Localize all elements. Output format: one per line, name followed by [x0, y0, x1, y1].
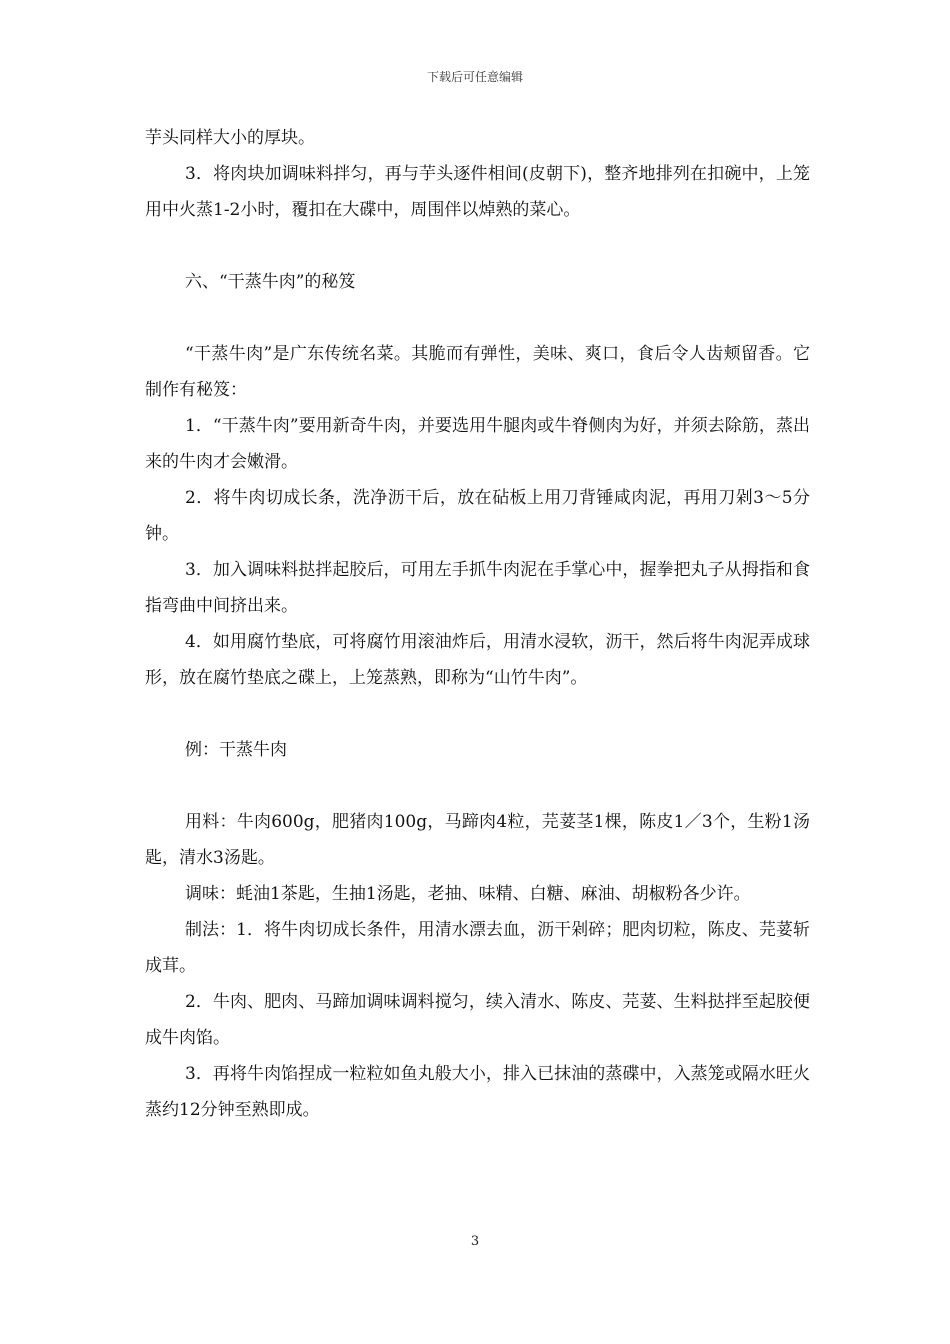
- paragraph-ingredients: 用料：牛肉600g，肥猪肉100g，马蹄肉4粒，芫荽茎1棵，陈皮1／3个，生粉1汤匙，清水3汤匙。: [145, 812, 810, 868]
- paragraph-seasoning: 调味：蚝油1茶匙，生抽1汤匙，老抽、味精、白糖、麻油、胡椒粉各少许。: [185, 884, 751, 904]
- page-header: 下载后可任意编辑: [426, 70, 523, 84]
- page-number: 3: [470, 1234, 480, 1249]
- paragraph-step-3: 3．将肉块加调味料拌匀，再与芋头逐件相间(皮朝下)，整齐地排列在扣碗中，上笼用中火蒸1-2小时，覆扣在大碟中，周围伴以焯熟的菜心。: [145, 164, 810, 220]
- paragraph-tip-2: 2．将牛肉切成长条，洗净沥干后，放在砧板上用刀背锤咸肉泥，再用刀剁3～5分钟。: [145, 488, 810, 544]
- paragraph-tip-1: 1．“干蒸牛肉”要用新奇牛肉，并要选用牛腿肉或牛脊侧肉为好，并须去除筋，蒸出来的牛肉才会嫩滑。: [145, 416, 810, 472]
- paragraph-continuation: 芋头同样大小的厚块。: [145, 128, 315, 148]
- section-heading: 六、“干蒸牛肉”的秘笈: [185, 272, 356, 292]
- paragraph-intro: “干蒸牛肉”是广东传统名菜。其脆而有弹性，美味、爽口，食后令人齿颊留香。它制作有秘笈：: [145, 344, 810, 400]
- paragraph-tip-3: 3．加入调味料挞拌起胶后，可用左手抓牛肉泥在手掌心中，握拳把丸子从拇指和食指弯曲中间挤出来。: [145, 560, 810, 616]
- paragraph-method-3: 3．再将牛肉馅捏成一粒粒如鱼丸般大小，排入已抹油的蒸碟中，入蒸笼或隔水旺火蒸约12分钟至熟即成。: [145, 1064, 810, 1120]
- example-heading: 例：干蒸牛肉: [185, 740, 287, 760]
- paragraph-tip-4: 4．如用腐竹垫底，可将腐竹用滚油炸后，用清水浸软，沥干，然后将牛肉泥弄成球形，放在腐竹垫底之碟上，上笼蒸熟，即称为“山竹牛肉”。: [145, 632, 810, 688]
- document-body: [145, 120, 810, 1128]
- paragraph-method-1: 制法：1．将牛肉切成长条件，用清水漂去血，沥干剁碎；肥肉切粒，陈皮、芫荽斩成茸。: [145, 920, 810, 976]
- paragraph-method-2: 2．牛肉、肥肉、马蹄加调味调料搅匀，续入清水、陈皮、芫荽、生料挞拌至起胶便成牛肉馅。: [145, 992, 810, 1048]
